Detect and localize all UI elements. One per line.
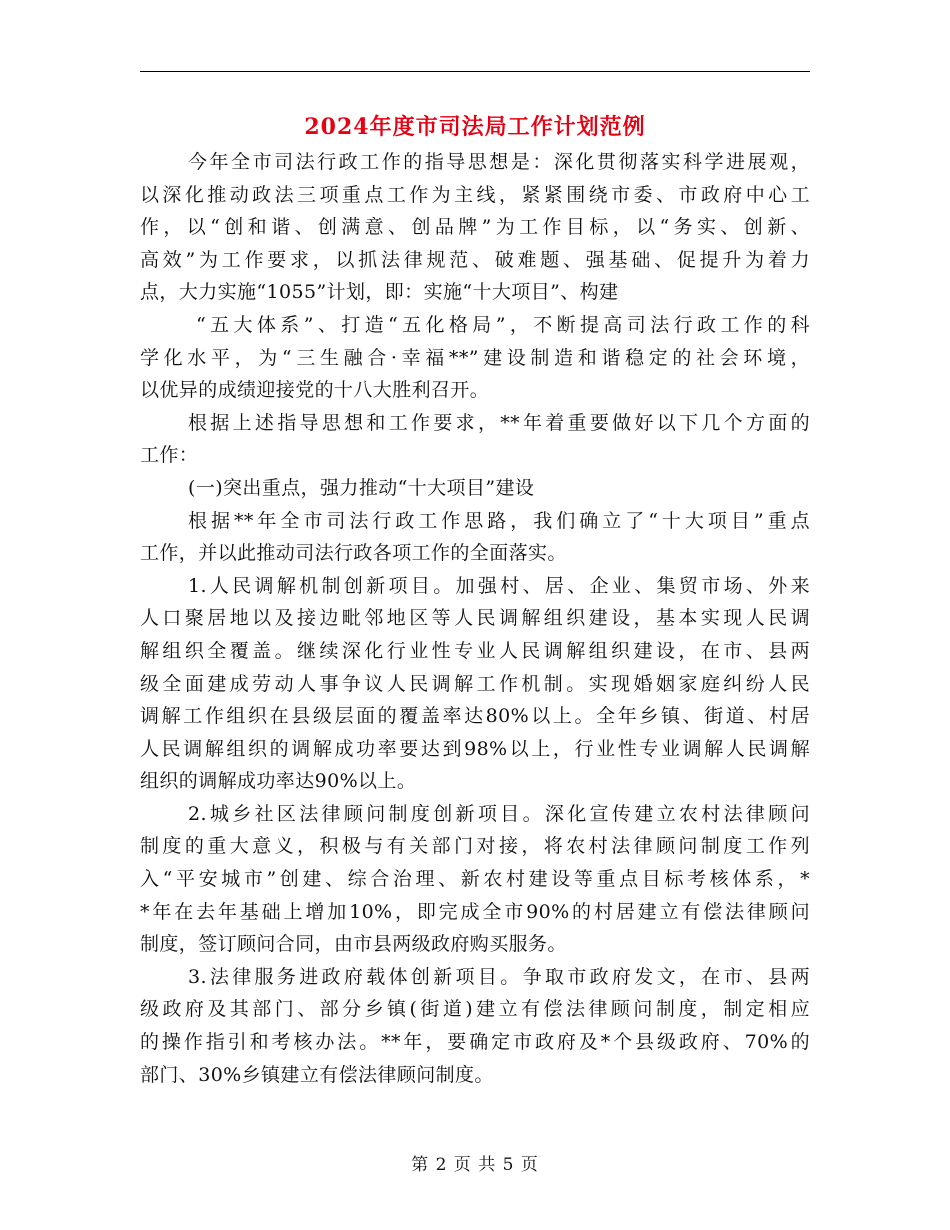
text-line: 级政府及其部门、部分乡镇(街道)建立有偿法律顾问制度，制定相应 <box>140 998 810 1021</box>
text-line: 入“平安城市”创建、综合治理、新农村建设等重点目标考核体系，* <box>140 868 810 891</box>
text-line: 制度的重大意义，积极与有关部门对接，将农村法律顾问制度工作列 <box>140 835 810 858</box>
text-line: 人民调解组织的调解成功率要达到98%以上，行业性专业调解人民调解 <box>140 737 810 760</box>
text-line: “五大体系”、打造“五化格局”，不断提高司法行政工作的科 <box>196 313 810 336</box>
text-line: 1.人民调解机制创新项目。加强村、居、企业、集贸市场、外来 <box>188 574 810 597</box>
text-line: 根据上述指导思想和工作要求，**年着重要做好以下几个方面的 <box>188 411 810 434</box>
text-line: 2.城乡社区法律顾问制度创新项目。深化宣传建立农村法律顾问 <box>188 802 810 825</box>
text-line: 以优异的成绩迎接党的十八大胜利召开。 <box>140 379 490 402</box>
text-line: 部门、30%乡镇建立有偿法律顾问制度。 <box>140 1063 494 1086</box>
text-line: 级全面建成劳动人事争议人民调解工作机制。实现婚姻家庭纠纷人民 <box>140 672 810 695</box>
text-line: 根据**年全市司法行政工作思路，我们确立了“十大项目”重点 <box>188 509 810 532</box>
text-line: 解组织全覆盖。继续深化行业性专业人民调解组织建设，在市、县两 <box>140 639 810 662</box>
text-line: *年在去年基础上增加10%，即完成全市90%的村居建立有偿法律顾问 <box>140 900 810 923</box>
text-line: 工作，并以此推动司法行政各项工作的全面落实。 <box>140 542 567 565</box>
text-line: 高效”为工作要求，以抓法律规范、破难题、强基础、促提升为着力 <box>140 248 810 271</box>
text-line: 以深化推动政法三项重点工作为主线，紧紧围绕市委、市政府中心工 <box>140 183 810 206</box>
text-line: 调解工作组织在县级层面的覆盖率达80%以上。全年乡镇、街道、村居 <box>140 705 810 728</box>
document-title: 2024年度市司法局工作计划范例 <box>304 114 646 140</box>
text-line: (一)突出重点，强力推动“十大项目”建设 <box>188 476 535 499</box>
text-line: 学化水平，为“三生融合·幸福**”建设制造和谐稳定的社会环境， <box>140 346 810 369</box>
text-line: 工作： <box>140 444 199 467</box>
text-line: 3.法律服务进政府载体创新项目。争取市政府发文，在市、县两 <box>188 965 810 988</box>
document-body <box>140 146 810 1091</box>
text-line: 制度，签订顾问合同，由市县两级政府购买服务。 <box>140 933 567 956</box>
header-rule <box>140 71 810 72</box>
text-line: 组织的调解成功率达90%以上。 <box>140 770 417 793</box>
text-line: 点，大力实施“1055”计划，即：实施“十大项目”、构建 <box>140 281 619 304</box>
text-line: 的操作指引和考核办法。**年，要确定市政府及*个县级政府、70%的 <box>140 1031 810 1054</box>
text-line: 今年全市司法行政工作的指导思想是：深化贯彻落实科学进展观， <box>188 151 810 173</box>
page-number: 第 2 页 共 5 页 <box>411 1155 539 1175</box>
text-line: 人口聚居地以及接边毗邻地区等人民调解组织建设，基本实现人民调 <box>140 607 810 630</box>
text-line: 作，以“创和谐、创满意、创品牌”为工作目标，以“务实、创新、 <box>140 216 810 239</box>
